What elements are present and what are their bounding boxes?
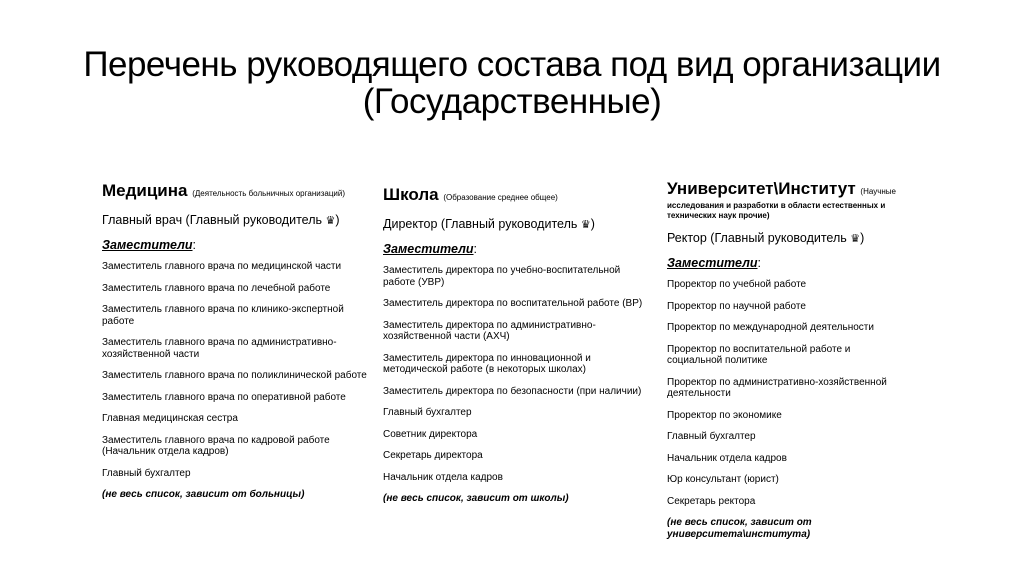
list-item: Главный бухгалтер bbox=[667, 431, 756, 442]
list-item: Заместитель главного врача по поликлинической работе bbox=[102, 370, 367, 381]
list-item: Заместитель директора по административно-хозяйственной части (АХЧ) bbox=[383, 319, 596, 342]
list-item: Секретарь директора bbox=[383, 450, 483, 461]
column-heading bbox=[102, 181, 377, 203]
list-item: Проректор по учебной работе bbox=[667, 279, 807, 290]
list-item: Проректор по научной работе bbox=[667, 300, 806, 312]
heading-text: Медицина bbox=[102, 181, 188, 200]
chief-line: Директор (Главный руководитель ♛) bbox=[383, 217, 595, 231]
heading-note: (Деятельность больничных организаций) bbox=[192, 189, 346, 198]
heading-note: (Образование среднее общее) bbox=[443, 193, 558, 202]
crown-icon: ♛ bbox=[325, 215, 336, 227]
deputies-text: Заместители bbox=[102, 238, 193, 252]
column-heading bbox=[667, 179, 897, 201]
chief-line: Главный врач (Главный руководитель ♛) bbox=[102, 213, 340, 227]
list-item: Заместитель главного врача по административно-хозяйственной части bbox=[102, 337, 337, 360]
column-university bbox=[667, 179, 897, 540]
list-item: Заместитель директора по безопасности (при наличии) bbox=[383, 385, 642, 397]
list-item: Заместитель главного врача по оперативной работе bbox=[102, 391, 346, 403]
heading-note: (Научные bbox=[860, 187, 897, 196]
list-item: Заместитель главного врача по лечебной работе bbox=[102, 282, 331, 294]
crown-icon: ♛ bbox=[850, 233, 861, 245]
column-heading bbox=[383, 185, 648, 207]
list-item: Главная медицинская сестра bbox=[102, 413, 238, 424]
title-line-2: (Государственные) bbox=[362, 82, 662, 121]
list-item: Заместитель главного врача по медицинской части bbox=[102, 261, 342, 272]
crown-icon: ♛ bbox=[580, 219, 591, 231]
list-item: Заместитель главного врача по клинико-экспертной работе bbox=[102, 304, 344, 327]
list-item: Заместитель директора по учебно-воспитательной работе (УВР) bbox=[383, 265, 621, 288]
list-item: Юр консультант (юрист) bbox=[667, 474, 779, 485]
deputies-text: Заместители bbox=[383, 242, 474, 256]
deputies-label: Заместители: bbox=[102, 238, 196, 252]
list-item: Проректор по административно-хозяйственной деятельности bbox=[667, 376, 887, 399]
list-item: Проректор по международной деятельности bbox=[667, 322, 874, 333]
chief-line: Ректор (Главный руководитель ♛) bbox=[667, 231, 865, 245]
list-item: Советник директора bbox=[383, 428, 478, 440]
deputies-label: Заместители: bbox=[667, 256, 761, 270]
list-item: Заместитель директора по инновационной и методической работе (в некоторых школах) bbox=[383, 352, 591, 375]
list-note: (не весь список, зависит от больницы) bbox=[102, 489, 305, 500]
chief-text: Директор (Главный руководитель bbox=[383, 217, 578, 231]
chief-text: Ректор (Главный руководитель bbox=[667, 231, 847, 245]
list-item: Начальник отдела кадров bbox=[667, 452, 787, 464]
list-note: (не весь список, зависит от университета\института) bbox=[667, 517, 812, 540]
list-item: Главный бухгалтер bbox=[102, 467, 191, 479]
deputies-label: Заместители: bbox=[383, 242, 477, 256]
list-item: Заместитель директора по воспитательной работе (ВР) bbox=[383, 298, 643, 309]
list-item: Заместитель главного врача по кадровой работе (Начальник отдела кадров) bbox=[102, 434, 330, 457]
column-school bbox=[383, 185, 648, 505]
list-item: Проректор по экономике bbox=[667, 409, 782, 421]
list-item: Главный бухгалтер bbox=[383, 407, 472, 418]
list-note: (не весь список, зависит от школы) bbox=[383, 493, 569, 504]
list-item: Начальник отдела кадров bbox=[383, 471, 503, 483]
chief-text: Главный врач (Главный руководитель bbox=[102, 213, 323, 227]
heading-text: Университет\Институт bbox=[667, 179, 856, 198]
list-item: Секретарь ректора bbox=[667, 495, 756, 507]
heading-text: Школа bbox=[383, 185, 439, 204]
column-medicine bbox=[102, 181, 377, 501]
deputies-text: Заместители bbox=[667, 256, 758, 270]
title-line-1: Перечень руководящего состава под вид организации bbox=[83, 45, 941, 84]
heading-subnote: исследования и разработки в области естественных и технических наук прочие) bbox=[667, 201, 886, 220]
list-item: Проректор по воспитательной работе и социальной политике bbox=[667, 343, 851, 366]
slide-title bbox=[0, 46, 1024, 120]
